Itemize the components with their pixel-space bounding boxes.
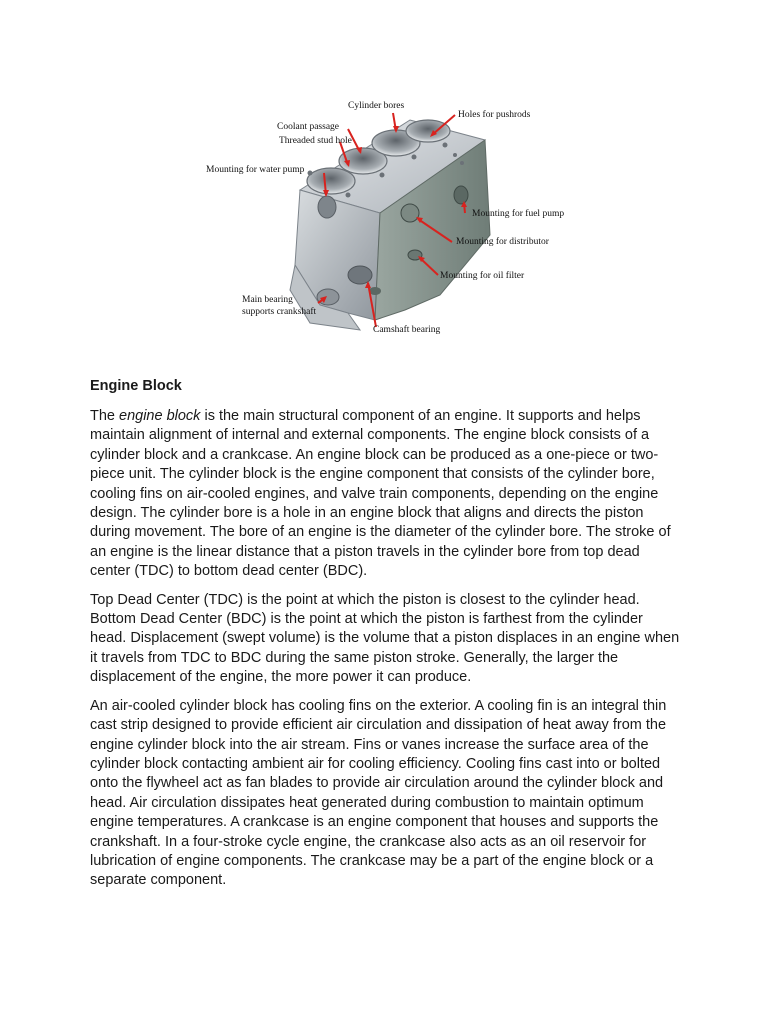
label-coolant-passage: Coolant passage bbox=[277, 122, 340, 132]
cylinder-bore-1 bbox=[307, 168, 355, 194]
distributor-mount bbox=[401, 204, 419, 222]
label-supports-crankshaft: supports crankshaft bbox=[242, 307, 317, 317]
document-body bbox=[90, 377, 680, 900]
engine-block-figure bbox=[200, 95, 580, 345]
label-cylinder-bores: Cylinder bores bbox=[348, 101, 405, 111]
label-main-bearing: Main bearing bbox=[242, 295, 293, 305]
cylinder-bore-4 bbox=[406, 120, 450, 142]
term-engine-block: engine block bbox=[119, 408, 201, 424]
label-mounting-water-pump: Mounting for water pump bbox=[206, 165, 305, 175]
section-heading: Engine Block bbox=[90, 378, 182, 394]
label-threaded-stud-hole: Threaded stud hole bbox=[279, 136, 352, 146]
label-holes-for-pushrods: Holes for pushrods bbox=[458, 110, 531, 120]
label-mounting-oil-filter: Mounting for oil filter bbox=[440, 271, 525, 281]
front-bore-opening bbox=[348, 266, 372, 284]
fuel-pump-mount bbox=[454, 186, 468, 204]
water-pump-mount bbox=[318, 196, 336, 218]
paragraph-engine-block: The engine block is the main structural component of an engine. It supports and helps maintain alignment of internal and external components. The engine block consists of a cylinder block and a crankcase. An engine block can be produced as a one-piece or two-piece unit. The cylinder block is the engine component that consists of the cylinder bore, cooling fins on air-cooled engines, and valve train components, depending on the engine design. The cylinder bore is a hole in an engine block that aligns and directs the piston during movement. The bore of an engine is the diameter of the cylinder bore. The stroke of an engine is the linear distance that a piston travels in the cylinder bore from top dead center (TDC) to bottom dead center (BDC). bbox=[90, 408, 671, 580]
paragraph-air-cooled: An air-cooled cylinder block has cooling fins on the exterior. A cooling fin is an integral thin cast strip designed to provide efficient air circulation and dissipation of heat away from the engine cylinder block into the air stream. Fins or vanes increase the surface area of the cylinder block contacting ambient air for cooling efficiency. Cooling fins cast into or bolted onto the flywheel act as fan blades to provide air circulation around the cylinder block and head. Air circulation dissipates heat generated during combustion to maintain optimum engine temperatures. A crankcase is an engine component that houses and supports the crankshaft. In a four-stroke cycle engine, the crankcase also acts as an oil reservoir for lubrication of engine components. The crankcase may be a part of the engine block or a separate component. bbox=[90, 697, 667, 889]
main-bearing-opening bbox=[317, 289, 339, 305]
paragraph-tdc-bdc: Top Dead Center (TDC) is the point at which the piston is closest to the cylinder head. Bottom Dead Center (BDC) is the point at which the piston is farthest from the cylinder head. Displacement (swept volume) is the volume that a piston displaces in an engine when it travels from TDC to BDC during the same piston stroke. Generally, the larger the displacement of the engine, the more power it can produce. bbox=[90, 591, 680, 686]
label-mounting-distributor: Mounting for distributor bbox=[456, 237, 549, 247]
label-camshaft-bearing: Camshaft bearing bbox=[373, 325, 441, 335]
label-mounting-fuel-pump: Mounting for fuel pump bbox=[472, 209, 565, 219]
